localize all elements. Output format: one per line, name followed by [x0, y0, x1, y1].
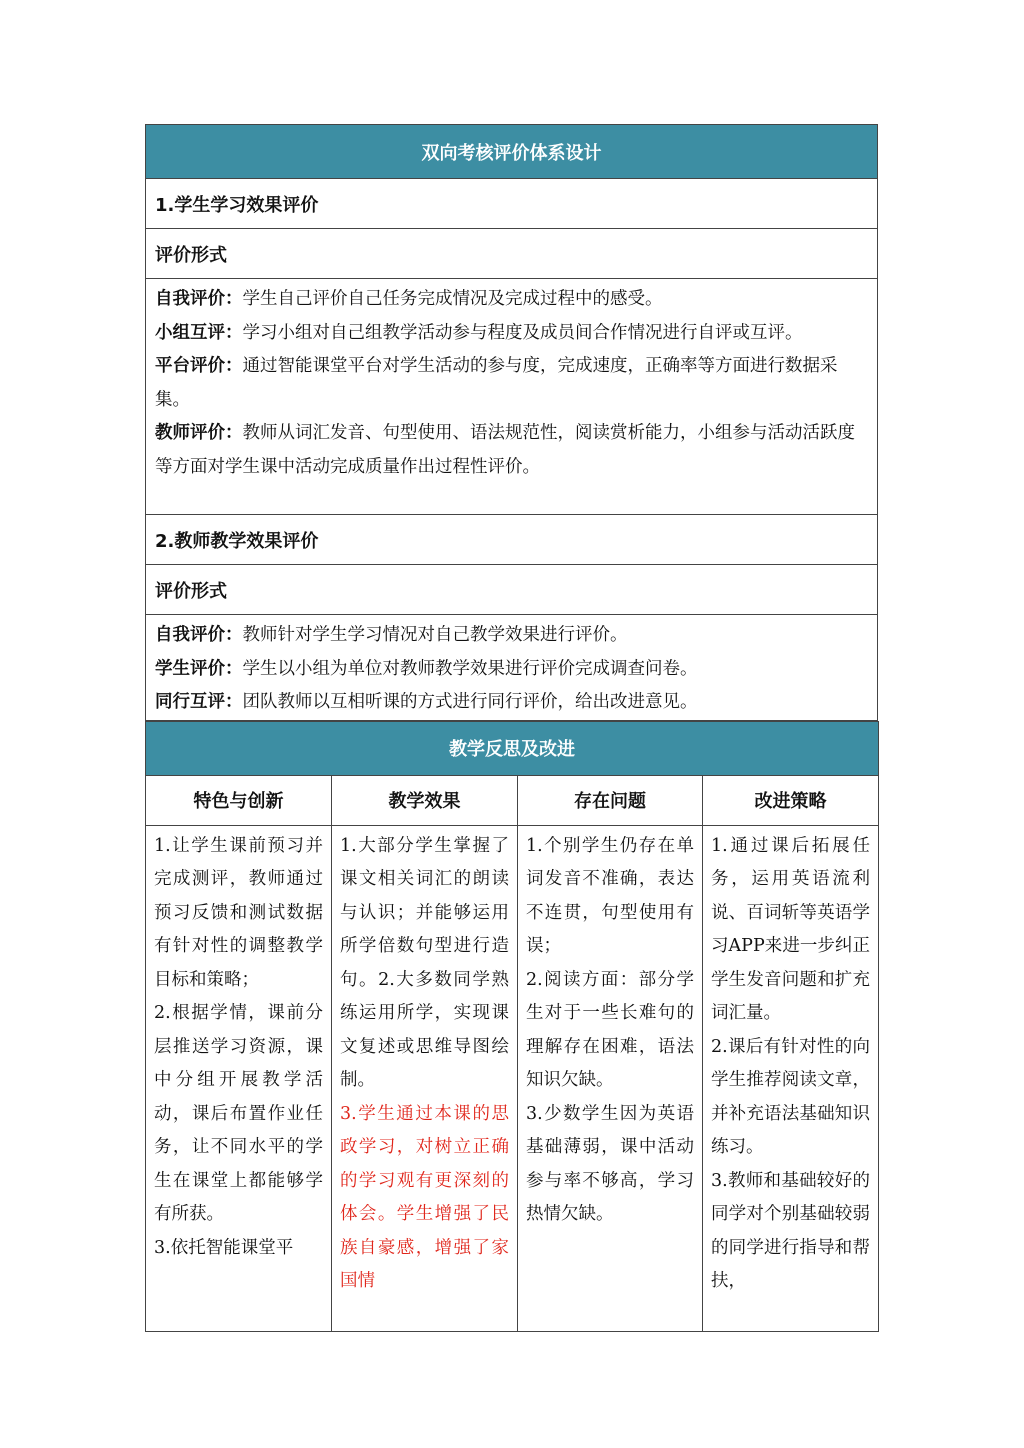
form-heading: 评价形式 [146, 229, 878, 279]
column-header: 教学效果 [332, 775, 518, 825]
student-evaluation-content [146, 279, 878, 515]
list-item: 自我评价：教师针对学生学习情况对自己教学效果进行评价。 [155, 625, 628, 645]
effects-cell: 1.大部分学生掌握了课文相关词汇的朗读与认识；并能够运用所学倍数句型进行造句。2.大多数同学熟练运用所学，实现课文复述或思维导图绘制。 3.学生通过本课的思政学习，对树立正确的学习观有更深刻的体会。学生增强了民族自豪感，增强了家国情 [332, 825, 518, 1331]
list-item: 同行互评：团队教师以互相听课的方式进行同行评价，给出改进意见。 [155, 692, 698, 712]
column-header: 改进策略 [703, 775, 879, 825]
highlighted-text: 3.学生通过本课的思政学习，对树立正确的学习观有更深刻的体会。学生增强了民族自豪感，增强了家国情 [340, 1103, 509, 1291]
evaluation-table [145, 124, 878, 721]
form-heading: 评价形式 [146, 565, 878, 615]
problems-cell: 1.个别学生仍存在单词发音不准确，表达不连贯，句型使用有误； 2.阅读方面：部分学生对于一些长难句的理解存在困难，语法知识欠缺。 3.少数学生因为英语基础薄弱，课中活动参与率不够高，学习热情欠缺。 [518, 825, 703, 1331]
document-page [145, 124, 878, 1332]
column-header: 存在问题 [518, 775, 703, 825]
column-header: 特色与创新 [146, 775, 332, 825]
section-heading: 1.学生学习效果评价 [146, 179, 878, 229]
table-title: 双向考核评价体系设计 [146, 125, 878, 179]
list-item: 学生评价：学生以小组为单位对教师教学效果进行评价完成调查问卷。 [155, 658, 698, 679]
list-item: 平台评价：通过智能课堂平台对学生活动的参与度，完成速度，正确率等方面进行数据采集。 [155, 356, 838, 410]
list-item: 教师评价：教师从词汇发音、句型使用、语法规范性，阅读赏析能力，小组参与活动活跃度等方面对学生课中活动完成质量作出过程性评价。 [155, 423, 855, 477]
list-item: 小组互评：学习小组对自己组教学活动参与程度及成员间合作情况进行自评或互评。 [155, 322, 803, 343]
list-item: 自我评价：学生自己评价自己任务完成情况及完成过程中的感受。 [155, 289, 663, 309]
reflection-table [145, 721, 879, 1332]
section-heading: 2.教师教学效果评价 [146, 515, 878, 565]
features-cell: 1.让学生课前预习并完成测评，教师通过预习反馈和测试数据有针对性的调整教学目标和策略； 2.根据学情，课前分层推送学习资源，课中分组开展教学活动，课后布置作业任务，让不同水平的学生在课堂上都能够学有所获。 3.依托智能课堂平 [146, 825, 332, 1331]
table-title: 教学反思及改进 [146, 721, 879, 775]
teacher-evaluation-content [146, 615, 878, 721]
strategies-cell: 1.通过课后拓展任务，运用英语流利说、百词斩等英语学习APP来进一步纠正学生发音问题和扩充词汇量。 2.课后有针对性的向学生推荐阅读文章，并补充语法基础知识练习。 3.教师和基础较好的同学对个别基础较弱的同学进行指导和帮扶， [703, 825, 879, 1331]
